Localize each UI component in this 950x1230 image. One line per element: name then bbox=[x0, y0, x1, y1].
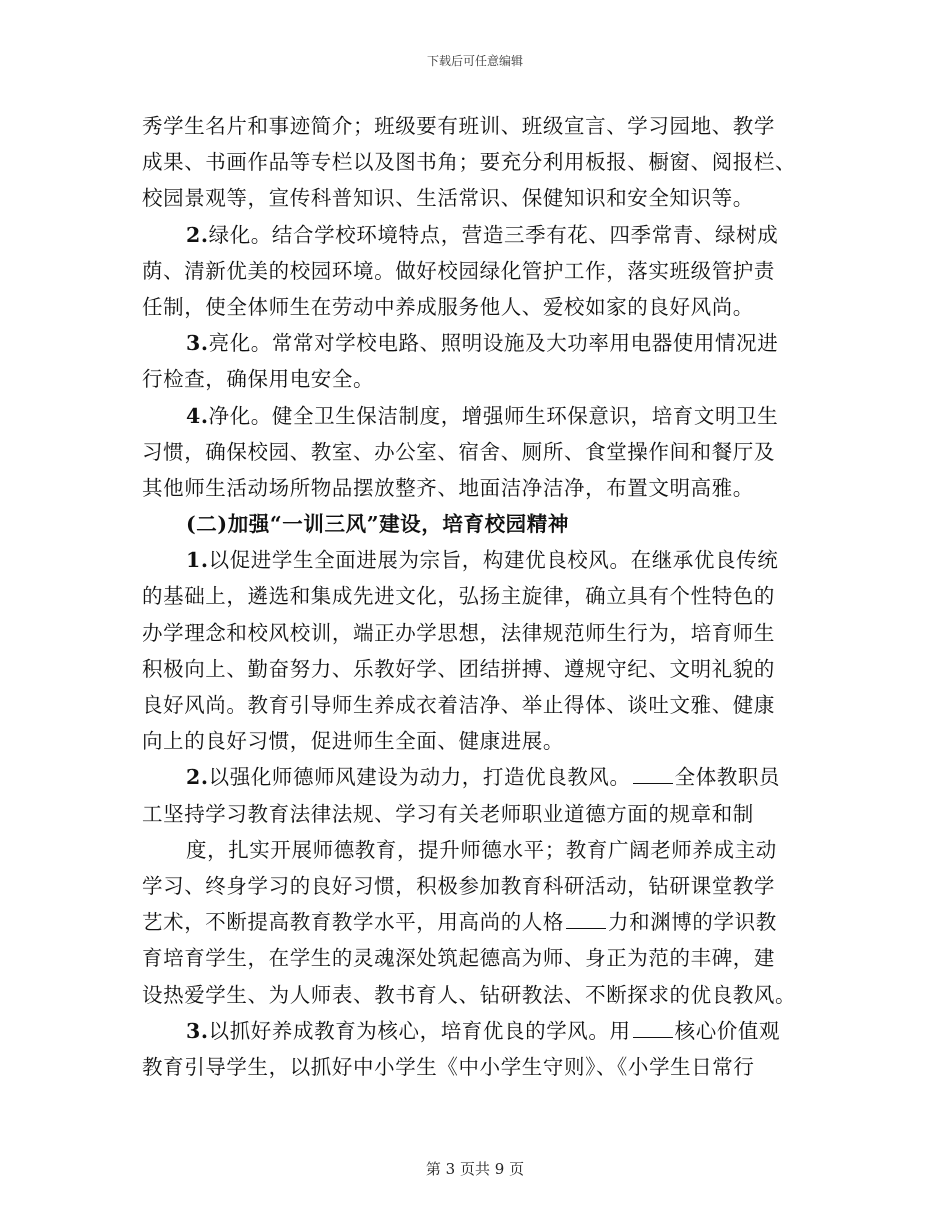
text-line: 的基础上，遴选和集成先进文化，弘扬主旋律，确立具有个性特色的 bbox=[142, 584, 775, 609]
paragraph-start bbox=[142, 217, 810, 253]
text-segment: 亮化。常常对学校电路、照明设施及大功率用电器使用情况进 bbox=[208, 331, 779, 356]
text-segment: 以促进学生全面进展为宗旨，构建优良校风。在继承优良传统 bbox=[208, 548, 779, 573]
text-segment: 全体教职员 bbox=[674, 765, 781, 790]
item-number: 2. bbox=[186, 765, 209, 790]
paragraph-start bbox=[142, 759, 810, 795]
paragraph-start bbox=[142, 325, 810, 361]
text-line: 成果、书画作品等专栏以及图书角；要充分利用板报、橱窗、阅报栏、 bbox=[142, 150, 797, 175]
fill-blank bbox=[566, 910, 606, 929]
section-heading: (二)加强“一训三风”建设，培育校园精神 bbox=[186, 512, 569, 537]
paragraph-start bbox=[142, 1013, 810, 1049]
document-body bbox=[142, 108, 810, 1085]
item-number: 4. bbox=[186, 403, 209, 428]
text-line: 校园景观等，宣传科普知识、生活常识、保健知识和安全知识等。 bbox=[142, 186, 754, 211]
text-line: 育培育学生，在学生的灵魂深处筑起德高为师、身正为范的丰碑，建 bbox=[142, 946, 775, 971]
text-segment: 净化。健全卫生保洁制度，增强师生环保意识，培育文明卫生 bbox=[208, 403, 779, 428]
text-line: 良好风尚。教育引导师生养成衣着洁净、举止得体、谈吐文雅、健康 bbox=[142, 693, 775, 717]
text-line: 工坚持学习教育法律法规、学习有关老师职业道德方面的规章和制 bbox=[142, 801, 754, 826]
fill-blank bbox=[633, 765, 673, 784]
item-number: 1. bbox=[186, 548, 209, 573]
page-header: 下载后可任意编辑 bbox=[426, 54, 523, 68]
text-segment: 以抓好养成教育为核心，培育优良的学风。用 bbox=[208, 1018, 631, 1043]
text-line: 任制，使全体师生在劳动中养成服务他人、爱校如家的良好风尚。 bbox=[142, 294, 754, 319]
text-segment: 艺术，不断提高教育教学水平，用高尚的人格 bbox=[142, 910, 564, 935]
text-line: 荫、清新优美的校园环境。做好校园绿化管护工作，落实班级管护责 bbox=[142, 258, 775, 283]
fill-blank bbox=[633, 1019, 673, 1038]
text-line: 办学理念和校风校训，端正办学思想，法律规范师生行为，培育师生 bbox=[142, 620, 775, 645]
page-footer: 第 3 页共 9 页 bbox=[425, 1160, 525, 1178]
text-line: 向上的良好习惯，促进师生全面、健康进展。 bbox=[142, 729, 564, 754]
text-line: 行检查，确保用电安全。 bbox=[142, 367, 375, 392]
text-segment: 核心价值观 bbox=[674, 1018, 781, 1043]
text-segment: 绿化。结合学校环境特点，营造三季有花、四季常青、绿树成 bbox=[208, 222, 779, 247]
text-line: 秀学生名片和事迹简介；班级要有班训、班级宣言、学习园地、教学 bbox=[142, 114, 775, 138]
text-line: 学习、终身学习的良好习惯，积极参加教育科研活动，钻研课堂教学 bbox=[142, 873, 775, 898]
text-line: 设热爱学生、为人师表、教书育人、钻研教法、不断探求的优良教风。 bbox=[142, 982, 797, 1007]
item-number: 3. bbox=[186, 1018, 209, 1043]
text-line: 其他师生活动场所物品摆放整齐、地面洁净洁净，布置文明高雅。 bbox=[142, 475, 754, 500]
text-line bbox=[142, 904, 810, 940]
paragraph-start bbox=[142, 398, 810, 434]
text-line: 度，扎实开展师德教育，提升师德水平；教育广阔老师养成主动 bbox=[186, 837, 777, 862]
text-segment: 以强化师德师风建设为动力，打造优良教风。 bbox=[208, 765, 631, 790]
paragraph-start bbox=[142, 542, 810, 578]
text-segment: 力和渊博的学识教 bbox=[608, 910, 777, 935]
text-line: 积极向上、勤奋努力、乐教好学、团结拼搏、遵规守纪、文明礼貌的 bbox=[142, 656, 775, 681]
text-line: 教育引导学生，以抓好中小学生《中小学生守则》、《小学生日常行 bbox=[142, 1054, 755, 1079]
item-number: 2. bbox=[186, 222, 209, 247]
text-line: 习惯，确保校园、教室、办公室、宿舍、厕所、食堂操作间和餐厅及 bbox=[142, 439, 775, 464]
item-number: 3. bbox=[186, 331, 209, 356]
